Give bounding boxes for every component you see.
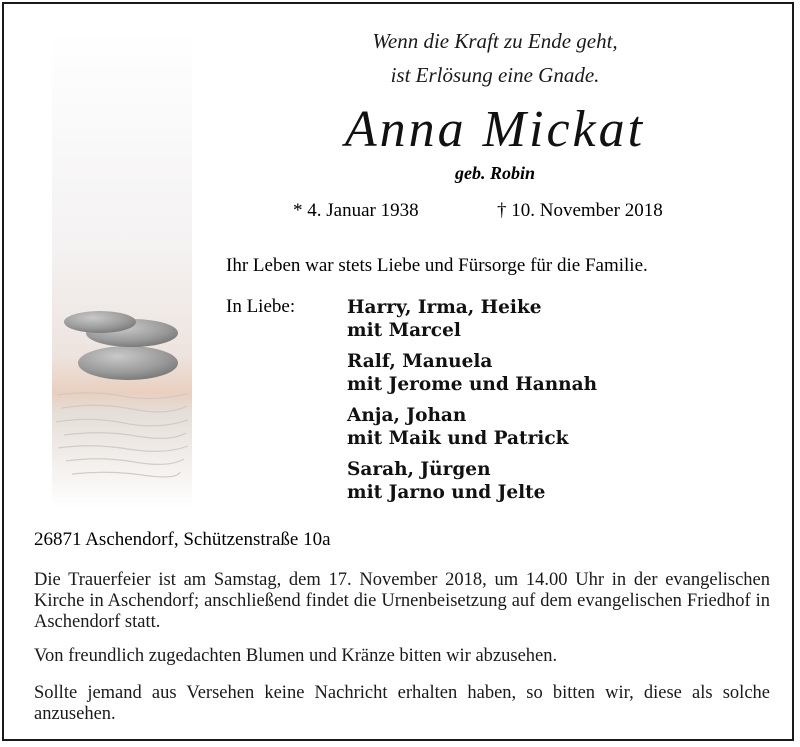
stacked-stones-image <box>52 30 192 508</box>
mourner-names: Harry, Irma, Heike <box>347 297 542 318</box>
mourner-names: Sarah, Jürgen <box>347 459 491 480</box>
death-date: † 10. November 2018 <box>497 200 663 221</box>
mourner-with: mit Maik und Patrick <box>347 428 569 449</box>
mourner-with: mit Jerome und Hannah <box>347 374 598 395</box>
mourner-group <box>347 404 597 450</box>
mourner-group <box>347 350 597 396</box>
motto-line-1: Wenn die Kraft zu Ende geht, <box>372 29 618 53</box>
birth-date: * 4. Januar 1938 <box>293 200 419 221</box>
mourners-label: In Liebe: <box>226 296 296 317</box>
flowers-paragraph: Von freundlich zugedachten Blumen und Kränze bitten wir abzusehen. <box>34 646 558 666</box>
address: 26871 Aschendorf, Schützenstraße 10a <box>34 529 331 550</box>
funeral-paragraph: Die Trauerfeier ist am Samstag, dem 17. November 2018, um 14.00 Uhr in der evangelischen Kirche in Aschendorf; anschließend findet die Urnenbeisetzung auf dem evangelischen Friedhof in Aschendorf statt. <box>34 570 770 632</box>
mourner-with: mit Marcel <box>347 320 461 341</box>
life-text: Ihr Leben war stets Liebe und Fürsorge für die Familie. <box>226 255 648 276</box>
mourner-group <box>347 296 597 342</box>
maiden-name: geb. Robin <box>454 163 535 183</box>
mourner-group <box>347 458 597 504</box>
motto-line-2: ist Erlösung eine Gnade. <box>390 63 600 87</box>
motto <box>200 24 790 92</box>
notice-paragraph: Sollte jemand aus Versehen keine Nachricht erhalten haben, so bitten wir, diese als solche anzusehen. <box>34 683 770 724</box>
mourner-names: Anja, Johan <box>347 405 467 426</box>
mourner-names: Ralf, Manuela <box>347 351 493 372</box>
mourners-list <box>347 296 597 512</box>
mourner-with: mit Jarno und Jelte <box>347 482 546 503</box>
deceased-name: Anna Mickat <box>344 101 646 158</box>
